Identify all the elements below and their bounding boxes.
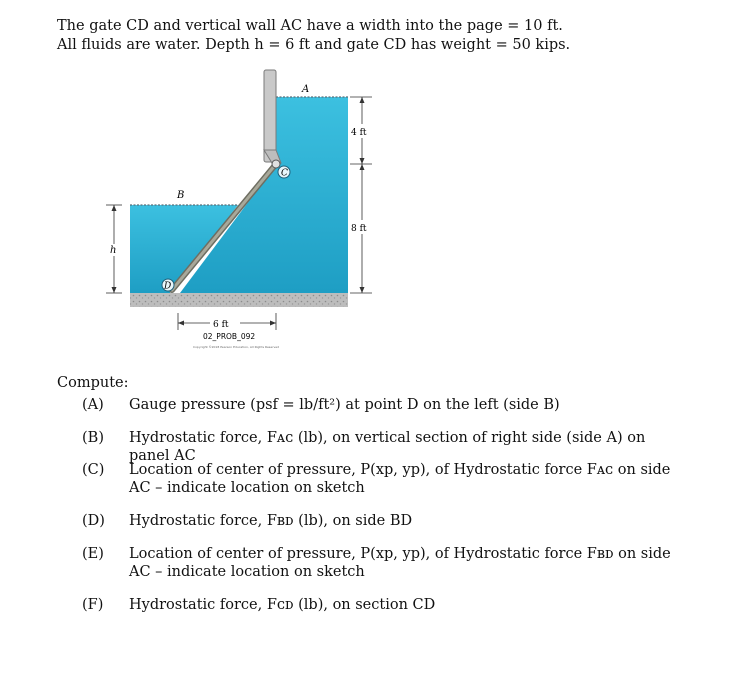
- question-text: Location of center of pressure, P(xp, yp), of Hydrostatic force Fᴀᴄ on side AC – indicate location on sketch: [129, 462, 671, 496]
- label-a: A: [302, 84, 310, 95]
- problem-line-2: All fluids are water. Depth h = 6 ft and gate CD has weight = 50 kips.: [57, 37, 571, 53]
- dim-4ft: 4 ft: [351, 128, 367, 138]
- figure-caption: 02_PROB_092: [203, 332, 256, 341]
- question-text: Hydrostatic force, Fᴄᴅ (lb), on section CD: [129, 597, 436, 613]
- question-text: Gauge pressure (psf = lb/ft²) at point D on the left (side B): [129, 397, 560, 413]
- figure-copyright: Copyright ©2018 Pearson Education, All Rights Reserved: [193, 345, 279, 349]
- dim-right: [350, 97, 372, 293]
- question-text: Hydrostatic force, Fᴀᴄ (lb), on vertical section of right side (side A) on panel AC: [129, 430, 646, 464]
- question-label: (E): [82, 546, 104, 562]
- problem-line-1: The gate CD and vertical wall AC have a width into the page = 10 ft.: [57, 18, 563, 34]
- label-c: C: [281, 168, 288, 179]
- question-label: (C): [82, 462, 105, 478]
- question-label: (F): [82, 597, 104, 613]
- question-label: (A): [82, 397, 104, 413]
- dim-8ft: 8 ft: [351, 224, 367, 234]
- dim-6ft: 6 ft: [213, 320, 229, 330]
- question-text: Hydrostatic force, Fʙᴅ (lb), on side BD: [129, 513, 413, 529]
- label-h: h: [110, 245, 117, 256]
- label-d: D: [164, 281, 172, 292]
- question-label: (D): [82, 513, 105, 529]
- label-b: B: [177, 190, 185, 201]
- ground: [130, 293, 348, 307]
- wall-ac: [264, 70, 276, 162]
- hinge-c: [272, 160, 280, 168]
- compute-label: Compute:: [57, 375, 129, 391]
- question-label: (B): [82, 430, 104, 446]
- question-text: Location of center of pressure, P(xp, yp), of Hydrostatic force Fʙᴅ on side AC – indicate location on sketch: [129, 546, 671, 580]
